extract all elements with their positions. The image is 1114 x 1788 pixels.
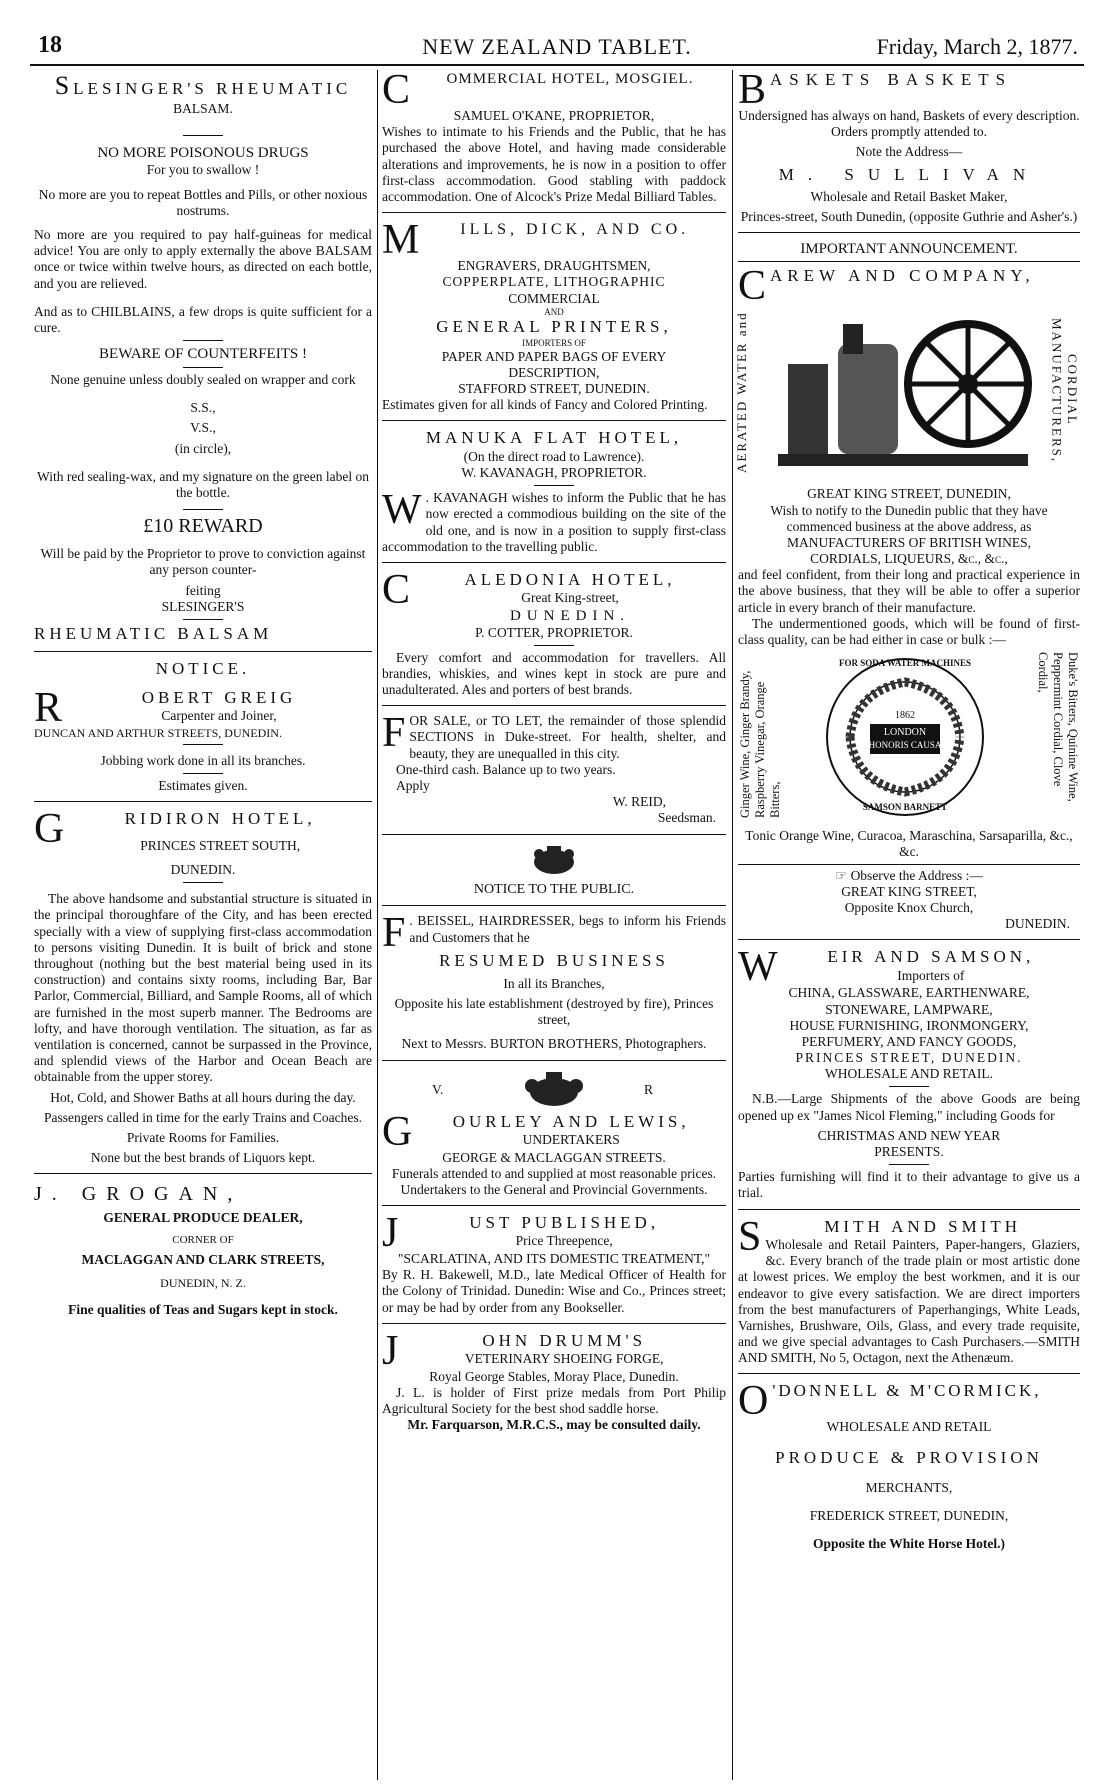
- ad-beissel: [382, 842, 726, 1053]
- ad-text: Will be paid by the Proprietor to prove to conviction against any person counter-: [40, 546, 366, 578]
- ad-text: CHRISTMAS AND NEW YEAR: [817, 1127, 1001, 1143]
- ad-text: Apply: [396, 778, 430, 794]
- ad-text: No more are you required to pay half-guineas for medical advice! You are only to apply externally the above BALSAM once or twice within twelve hours, as directed on each bottle, and you are relieved.: [34, 226, 372, 291]
- ad-side-list: Duke's Bitters, Quinine Wine, Peppermint Cordial, Clove Cordial,: [1036, 652, 1080, 802]
- column-3: [734, 67, 1080, 1782]
- ad-weir-samson: [738, 944, 1080, 1201]
- page-number: 18: [38, 32, 62, 58]
- medal-motto: HONORIS CAUSA: [868, 740, 942, 751]
- ad-grogan: [34, 1182, 372, 1318]
- ad-text: GREAT KING STREET, DUNEDIN,: [807, 486, 1011, 502]
- ad-heading: NOTICE TO THE PUBLIC.: [473, 881, 635, 897]
- ad-title: RIDIRON HOTEL,: [124, 809, 316, 829]
- ad-title: AREW AND COMPANY,: [770, 266, 1035, 286]
- ad-text: GREAT KING STREET,: [841, 883, 977, 899]
- ad-caledonia: [382, 566, 726, 698]
- ad-drumm: [382, 1327, 726, 1434]
- ad-text: HOUSE FURNISHING, IRONMONGERY,: [789, 1017, 1029, 1033]
- ad-text: Great King-street,: [521, 590, 619, 606]
- ad-title: OURLEY AND LEWIS,: [452, 1111, 690, 1131]
- ad-title: ALEDONIA HOTEL,: [464, 569, 676, 589]
- ad-heading: IMPORTANT ANNOUNCEMENT.: [800, 241, 1018, 258]
- column-1: [34, 70, 372, 1782]
- royal-arms-icon: [522, 1068, 586, 1108]
- ad-heading: NO MORE POISONOUS DRUGS: [97, 145, 309, 162]
- ad-initial: J: [382, 1210, 399, 1257]
- ad-text: Undertakers to the General and Provincial Governments.: [400, 1181, 708, 1197]
- ad-baskets: [738, 67, 1080, 225]
- ad-text: Estimates given.: [158, 778, 248, 794]
- ad-just-published: [382, 1210, 726, 1316]
- ad-text: Mr. Farquarson, M.R.C.S., may be consulted daily.: [407, 1417, 701, 1433]
- ad-text: SAMUEL O'KANE, PROPRIETOR,: [453, 108, 655, 123]
- ad-text: And as to CHILBLAINS, a few drops is quite sufficient for a cure.: [34, 303, 372, 335]
- ad-text: Parties furnishing will find it to their advantage to give us a trial.: [738, 1169, 1080, 1201]
- ad-for-sale: [382, 710, 726, 826]
- ad-initial: F: [382, 910, 406, 957]
- ad-text: Hot, Cold, and Shower Baths at all hours during the day.: [50, 1089, 356, 1105]
- ad-text: RHEUMATIC BALSAM: [34, 623, 273, 643]
- ad-text: Note the Address—: [855, 144, 963, 160]
- ad-text: None but the best brands of Liquors kept.: [90, 1150, 316, 1166]
- ad-text: Fine qualities of Teas and Sugars kept in stock.: [68, 1302, 338, 1318]
- ad-carew: [734, 240, 1080, 932]
- ad-gourley-lewis: [382, 1068, 726, 1199]
- ad-text: Price Threepence,: [515, 1233, 613, 1249]
- ad-text: Private Rooms for Families.: [126, 1129, 280, 1145]
- ad-reward: £10 REWARD: [143, 515, 263, 538]
- ad-text: PERFUMERY, AND FANCY GOODS,: [801, 1033, 1017, 1049]
- column-2: [382, 67, 726, 1782]
- ad-text: COPPERPLATE, LITHOGRAPHIC: [442, 274, 666, 290]
- ad-initial: M: [382, 217, 420, 264]
- ad-text: V.S.,: [190, 420, 216, 436]
- ad-text: PRODUCE & PROVISION: [775, 1447, 1043, 1467]
- issue-date: Friday, March 2, 1877.: [876, 34, 1078, 59]
- ad-initial: S: [738, 1213, 762, 1260]
- ad-text: N.B.—Large Shipments of the above Goods are being opened up ex "James Nicol Fleming," including Goods for: [738, 1091, 1080, 1123]
- ad-heading: BEWARE OF COUNTERFEITS !: [99, 346, 307, 363]
- ad-text: (On the direct road to Lawrence).: [463, 448, 645, 464]
- ad-title: MITH AND SMITH: [824, 1216, 1022, 1236]
- ad-text: With red sealing-wax, and my signature on the green label on the bottle.: [37, 468, 369, 500]
- ad-title: OBERT GREIG: [141, 687, 297, 707]
- ad-text: W. REID,: [612, 794, 666, 810]
- ad-title: M. SULLIVAN: [778, 164, 1040, 184]
- ad-initial: C: [382, 67, 411, 113]
- ad-text: STAFFORD STREET, DUNEDIN.: [458, 381, 650, 397]
- ad-text: W. KAVANAGH, PROPRIETOR.: [461, 465, 647, 480]
- ad-text: In all its Branches,: [503, 975, 605, 991]
- ad-text: Wholesale and Retail Basket Maker,: [810, 188, 1008, 204]
- ad-gridiron: [34, 806, 372, 1166]
- ad-text: Jobbing work done in all its branches.: [100, 753, 306, 769]
- ad-text: STONEWARE, LAMPWARE,: [825, 1001, 993, 1017]
- ad-text: Every comfort and accommodation for travellers. All brandies, whiskies, and wines kept in stock are pure and unadulterated. Ales and porters of best brands.: [382, 649, 726, 698]
- ad-text: Estimates given for all kinds of Fancy and Colored Printing.: [382, 397, 708, 413]
- ad-text: WHOLESALE AND RETAIL.: [824, 1066, 994, 1082]
- column-divider: [377, 70, 378, 1780]
- ad-title: EIR AND SAMSON,: [827, 947, 1035, 967]
- ad-text: Funerals attended to and supplied at most reasonable prices.: [391, 1165, 717, 1181]
- ad-title: MANUKA FLAT HOTEL,: [425, 428, 683, 448]
- ad-text: SLESINGER'S: [161, 598, 245, 614]
- ad-text: CHINA, GLASSWARE, EARTHENWARE,: [788, 985, 1030, 1001]
- ad-initial: C: [738, 263, 767, 310]
- ad-subtitle: BALSAM.: [173, 101, 233, 117]
- medal-year: 1862: [895, 710, 915, 722]
- page-header: [30, 32, 1084, 60]
- medal-city: LONDON: [883, 727, 927, 739]
- ad-smith-smith: [738, 1213, 1080, 1367]
- ad-side-list: Ginger Wine, Ginger Brandy, Raspberry Vinegar, Orange Bitters,: [738, 670, 782, 819]
- ad-side-text: CORDIAL MANUFACTURERS,: [1049, 317, 1080, 463]
- ad-text: DUNCAN AND ARTHUR STREETS, DUNEDIN.: [34, 725, 282, 740]
- ad-text: None genuine unless doubly sealed on wrapper and cork: [50, 372, 356, 388]
- ad-text: Orders promptly attended to.: [831, 124, 987, 140]
- ad-text: Next to Messrs. BURTON BROTHERS, Photographers.: [401, 1036, 707, 1052]
- ad-text: The undermentioned goods, which will be found of first-class quality, can be had either in case or bulk :—: [738, 615, 1080, 648]
- ad-text: IMPORTERS OF: [522, 337, 586, 348]
- ad-text: P. COTTER, PROPRIETOR.: [475, 624, 633, 640]
- ad-initial: J: [382, 1327, 399, 1374]
- ad-commercial-hotel: [382, 67, 726, 205]
- ad-text: Wholesale and Retail Painters, Paper-hangers, Glaziers, &c. Every branch of the trade plain or most artistic done at lowest prices. We employ the best workmen, and it is our endeavor to give every satisfaction. We are direct importers from the best manufacturers of Paperhangings, White Leads, Varnishes, Brushware, Oils, Glass, and every trade requisite, and we give special advantages to Cash Purchasers.—SMITH AND SMITH, No 5, Octagon, next the Athenæum.: [738, 1236, 1080, 1366]
- ad-title: J. GROGAN,: [34, 1183, 243, 1206]
- ad-initial: B: [738, 67, 767, 113]
- paper-title: NEW ZEALAND TABLET.: [422, 34, 692, 59]
- ad-side-text: AERATED WATER and: [734, 311, 749, 474]
- ad-text: DUNEDIN.: [170, 862, 236, 878]
- ad-text: CORDIALS, LIQUEURS, &c., &c.,: [810, 551, 1008, 567]
- ad-text: No more are you to repeat Bottles and Pills, or other noxious nostrums.: [38, 186, 368, 218]
- ad-text: DESCRIPTION,: [508, 364, 600, 380]
- ad-text: J. L. is holder of First prize medals from Port Philip Agricultural Society for the best shod saddle horse.: [382, 1385, 726, 1417]
- ad-title: OHN DRUMM'S: [482, 1330, 647, 1350]
- ad-text: PAPER AND PAPER BAGS OF EVERY: [441, 348, 667, 364]
- ad-text: MACLAGGAN AND CLARK STREETS,: [81, 1251, 325, 1267]
- ad-title: ILLS, DICK, AND CO.: [460, 221, 690, 239]
- ad-initial: S: [54, 71, 74, 100]
- header-rule: [30, 64, 1084, 66]
- ad-text: V.: [432, 1081, 444, 1097]
- ad-text: (in circle),: [174, 440, 232, 456]
- ad-text: UNDERTAKERS: [522, 1131, 620, 1147]
- ad-mills-dick: [382, 217, 726, 413]
- ad-text: FREDERICK STREET, DUNEDIN,: [809, 1508, 1009, 1524]
- ad-text: One-third cash. Balance up to two years.: [396, 761, 616, 777]
- column-divider: [732, 70, 733, 1780]
- ad-text: RESUMED BUSINESS: [439, 951, 669, 971]
- ad-text: PRINCES STREET SOUTH,: [140, 837, 301, 853]
- ad-text: Seedsman.: [657, 810, 716, 826]
- ad-text: MERCHANTS,: [865, 1480, 953, 1496]
- ad-text: ENGRAVERS, DRAUGHTSMEN,: [457, 258, 651, 274]
- ad-odonnell: [738, 1378, 1080, 1552]
- ad-text: and feel confident, from their long and practical experience in the above business, that they will be able to offer a superior article in every branch of their manufacture.: [738, 567, 1080, 615]
- ad-initial: C: [382, 566, 411, 613]
- ad-text: GEORGE & MACLAGGAN STREETS.: [442, 1149, 666, 1165]
- ad-initial: O: [738, 1378, 769, 1425]
- ad-title: ASKETS BASKETS: [770, 70, 1013, 89]
- ad-text: GENERAL PRINTERS,: [436, 317, 672, 337]
- ad-text: Wishes to intimate to his Friends and the Public, that he has purchased the above Hotel, and having made considerable alterations and improvements, he is now in a position to offer first-class accommodation. Good stabling with paddock accommodation. One of Alcock's Prize Medal Billiard Tables.: [382, 124, 726, 204]
- machinery-illustration: [768, 304, 1038, 476]
- ad-text: OR SALE, or TO LET, the remainder of those splendid SECTIONS in Duke-street. For health, shelter, and beauty, they are unequalled in this city.: [409, 713, 726, 761]
- ad-text: MANUFACTURERS OF BRITISH WINES,: [786, 534, 1032, 550]
- ad-text: DUNEDIN.: [509, 607, 631, 624]
- ad-text: AND: [544, 306, 564, 317]
- ad-heading: NOTICE.: [155, 659, 251, 679]
- ad-text: The above handsome and substantial structure is situated in the principal thoroughfare of the City, and has been erected specially with a view of supplying first-class accommodation to persons visiting Dunedin. It is built of brick and stone throughout (nothing but the best material being used in its construction) and contains sixty rooms, including Bar, Bar Parlor, Commercial, Billiard, and Sample Rooms, all of which are furnished in the most superb manner. The Bedrooms are lofty, and have thorough ventilation. The situation, as far as ventilation is concerned, cannot be surpassed in the Province, and splendid views of the Harbor and Ocean Beach are obtainable from the upper storey.: [34, 891, 372, 1085]
- ad-text: DUNEDIN, N. Z.: [160, 1275, 246, 1290]
- ad-text: Undersigned has always on hand, Baskets of every description.: [738, 108, 1080, 123]
- ad-title: OMMERCIAL HOTEL, MOSGIEL.: [446, 71, 694, 87]
- ad-text: . BEISSEL, HAIRDRESSER, begs to inform his Friends and Customers that he: [409, 913, 726, 945]
- ad-text: COMMERCIAL: [508, 290, 600, 306]
- ad-text: Passengers called in time for the early Trains and Coaches.: [44, 1109, 362, 1125]
- ad-text: Royal George Stables, Moray Place, Dunedin.: [429, 1368, 679, 1384]
- ad-text: Opposite the White Horse Hotel.): [812, 1536, 1006, 1552]
- pointing-hand-icon: ☞: [835, 867, 848, 883]
- ad-text: Wish to notify to the Dunedin public that they have commenced business at the above address, as: [770, 502, 1048, 534]
- ad-title: LESINGER'S RHEUMATIC: [73, 79, 352, 98]
- ad-manuka-flat: [382, 428, 726, 555]
- ad-title: UST PUBLISHED,: [469, 1213, 660, 1233]
- ad-initial: F: [382, 710, 406, 757]
- ad-text: Princes-street, South Dunedin, (opposite Guthrie and Asher's.): [740, 209, 1078, 225]
- ad-text: Tonic Orange Wine, Curacoa, Maraschina, Sarsaparilla, &c., &c.: [745, 828, 1073, 860]
- ad-text: VETERINARY SHOEING FORGE,: [464, 1351, 664, 1367]
- ad-text: GENERAL PRODUCE DEALER,: [103, 1210, 303, 1226]
- ad-initial: W: [738, 944, 778, 991]
- ad-text: Carpenter and Joiner,: [161, 708, 277, 724]
- ad-text: Observe the Address :—: [850, 867, 983, 883]
- ad-text: PRINCES STREET, DUNEDIN.: [795, 1050, 1023, 1066]
- ad-text: Opposite Knox Church,: [844, 899, 974, 915]
- ad-text: feiting: [185, 582, 221, 598]
- ad-greig: [34, 659, 372, 794]
- ad-initial: G: [382, 1108, 413, 1155]
- ad-text: DUNEDIN.: [1005, 916, 1070, 932]
- ad-text: For you to swallow !: [146, 162, 260, 178]
- ad-initial: R: [34, 684, 63, 731]
- ad-initial: G: [34, 806, 65, 853]
- ad-text: S.S.,: [190, 400, 216, 416]
- medal-inscription-top: FOR SODA WATER MACHINES: [839, 658, 971, 669]
- ad-text: PRESENTS.: [874, 1144, 944, 1160]
- ad-text: WHOLESALE AND RETAIL: [826, 1419, 992, 1435]
- ad-title: 'DONNELL & M'CORMICK,: [772, 1381, 1042, 1401]
- ad-initial: W: [382, 487, 422, 534]
- royal-arms-icon: [529, 842, 579, 876]
- ad-text: Importers of: [897, 967, 965, 983]
- ad-text: CORNER OF: [172, 1234, 234, 1247]
- ad-text: By R. H. Bakewell, M.D., late Medical Officer of Health for the Colony of Trinidad. Dunedin: Wise and Co., Princes street; or may be had by order from any Bookseller.: [382, 1267, 726, 1315]
- ad-text: . KAVANAGH wishes to inform the Public that he has now erected a commodious building on the site of the old one, and is now in a position to supply first-class accommodation to the travelling public.: [382, 490, 726, 554]
- medal-inscription-bottom: SAMSON BARNETT: [862, 802, 948, 813]
- ad-text: Opposite his late establishment (destroyed by fire), Princes street,: [394, 995, 714, 1028]
- ad-text: "SCARLATINA, AND ITS DOMESTIC TREATMENT,": [397, 1251, 711, 1267]
- ad-text: R: [644, 1081, 654, 1097]
- ad-slesinger: [34, 70, 372, 644]
